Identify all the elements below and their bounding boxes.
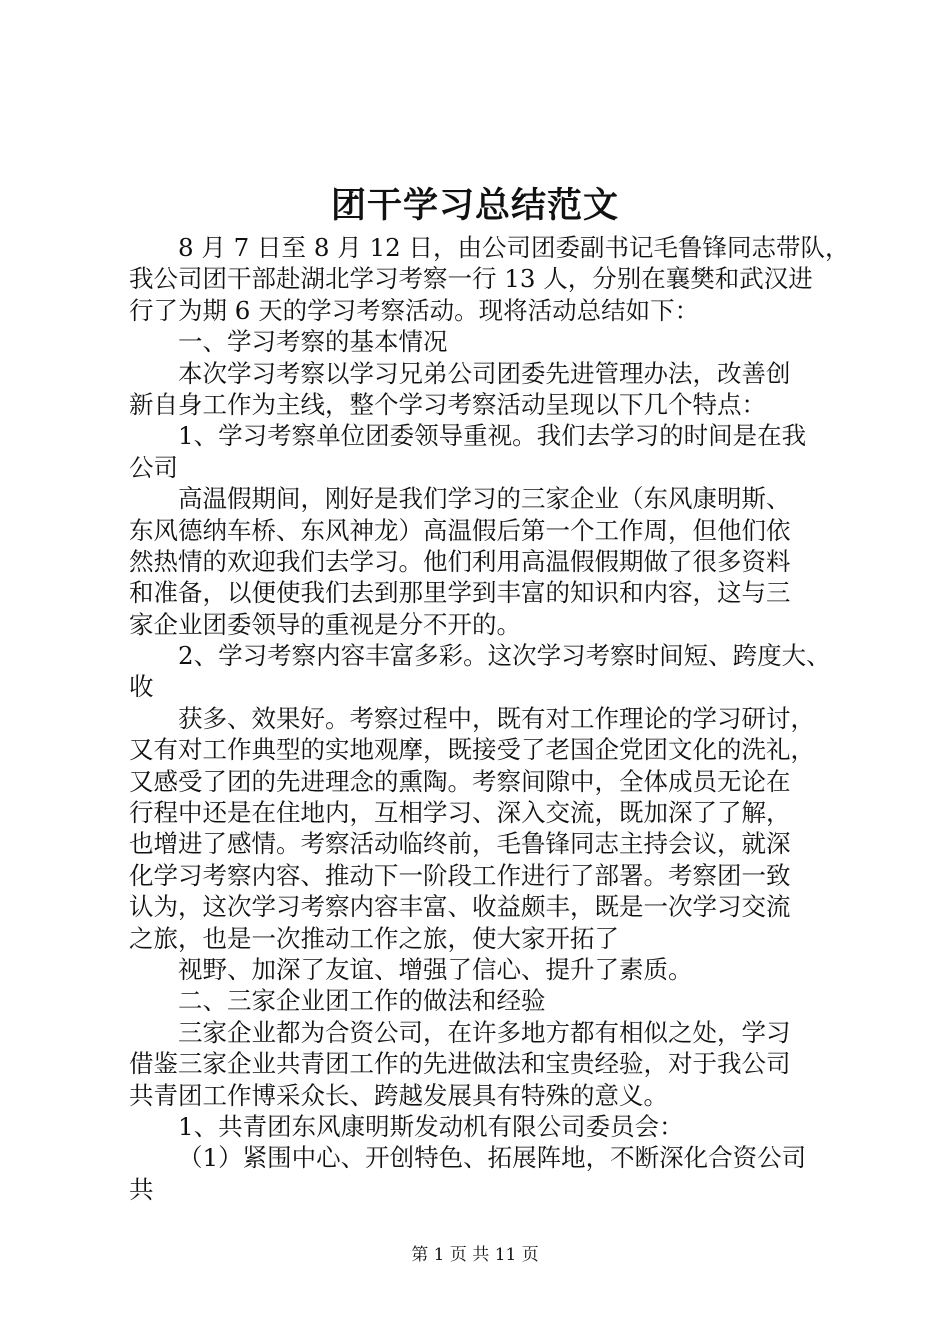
document-title: 团干学习总结范文 bbox=[330, 185, 619, 226]
paragraph-line: 高温假期间，刚好是我们学习的三家企业（东风康明斯、 bbox=[178, 484, 791, 514]
paragraph-line: 一、学习考察的基本情况 bbox=[178, 327, 448, 357]
paragraph-line: 共青团工作博采众长、跨越发展具有特殊的意义。 bbox=[129, 1080, 668, 1110]
paragraph-line: 行程中还是在住地内，互相学习、深入交流，既加深了了解， bbox=[129, 798, 791, 828]
paragraph-line: 本次学习考察以学习兄弟公司团委先进管理办法，改善创 bbox=[178, 358, 791, 388]
paragraph-line: 家企业团委领导的重视是分不开的。 bbox=[129, 609, 521, 639]
paragraph-line: 和准备，以便使我们去到那里学到丰富的知识和内容，这与三 bbox=[129, 578, 791, 608]
paragraph-line: 2、学习考察内容丰富多彩。这次学习考察时间短、跨度大、 bbox=[178, 641, 831, 671]
paragraph-line: 又感受了团的先进理念的熏陶。考察间隙中，全体成员无论在 bbox=[129, 766, 791, 796]
paragraph-line: 然热情的欢迎我们去学习。他们利用高温假假期做了很多资料 bbox=[129, 546, 791, 576]
paragraph-line: 我公司团干部赴湖北学习考察一行 13 人，分别在襄樊和武汉进 bbox=[129, 264, 813, 294]
paragraph-line: 收 bbox=[129, 672, 154, 702]
page-footer: 第 1 页 共 11 页 bbox=[411, 1245, 539, 1265]
paragraph-line: 东风德纳车桥、东风神龙）高温假后第一个工作周，但他们依 bbox=[129, 515, 791, 545]
paragraph-line: 1、共青团东风康明斯发动机有限公司委员会： bbox=[178, 1111, 684, 1141]
paragraph-line: 借鉴三家企业共青团工作的先进做法和宝贵经验，对于我公司 bbox=[129, 1049, 791, 1079]
paragraph-line: 获多、效果好。考察过程中，既有对工作理论的学习研讨， bbox=[178, 703, 815, 733]
paragraph-line: 行了为期 6 天的学习考察活动。现将活动总结如下： bbox=[129, 295, 700, 325]
paragraph-line: 认为，这次学习考察内容丰富、收益颇丰，既是一次学习交流 bbox=[129, 892, 791, 922]
paragraph-line: 公司 bbox=[129, 452, 178, 482]
paragraph-line: 1、学习考察单位团委领导重视。我们去学习的时间是在我 bbox=[178, 421, 807, 451]
paragraph-line: 之旅，也是一次推动工作之旅，使大家开拓了 bbox=[129, 923, 619, 953]
paragraph-line: 化学习考察内容、推动下一阶段工作进行了部署。考察团一致 bbox=[129, 860, 791, 890]
paragraph-line: （1）紧围中心、开创特色、拓展阵地，不断深化合资公司 bbox=[178, 1143, 807, 1173]
paragraph-line: 共 bbox=[129, 1174, 154, 1204]
paragraph-line: 也增进了感情。考察活动临终前，毛鲁锋同志主持会议，就深 bbox=[129, 829, 791, 859]
paragraph-line: 又有对工作典型的实地观摩，既接受了老国企党团文化的洗礼， bbox=[129, 735, 815, 765]
paragraph-line: 视野、加深了友谊、增强了信心、提升了素质。 bbox=[178, 954, 693, 984]
paragraph-line: 二、三家企业团工作的做法和经验 bbox=[178, 986, 546, 1016]
paragraph-line: 三家企业都为合资公司，在许多地方都有相似之处，学习 bbox=[178, 1017, 791, 1047]
paragraph-line: 8 月 7 日至 8 月 12 日，由公司团委副书记毛鲁锋同志带队， bbox=[178, 233, 850, 262]
paragraph-line: 新自身工作为主线，整个学习考察活动呈现以下几个特点： bbox=[129, 389, 766, 419]
document-body bbox=[129, 232, 849, 1205]
